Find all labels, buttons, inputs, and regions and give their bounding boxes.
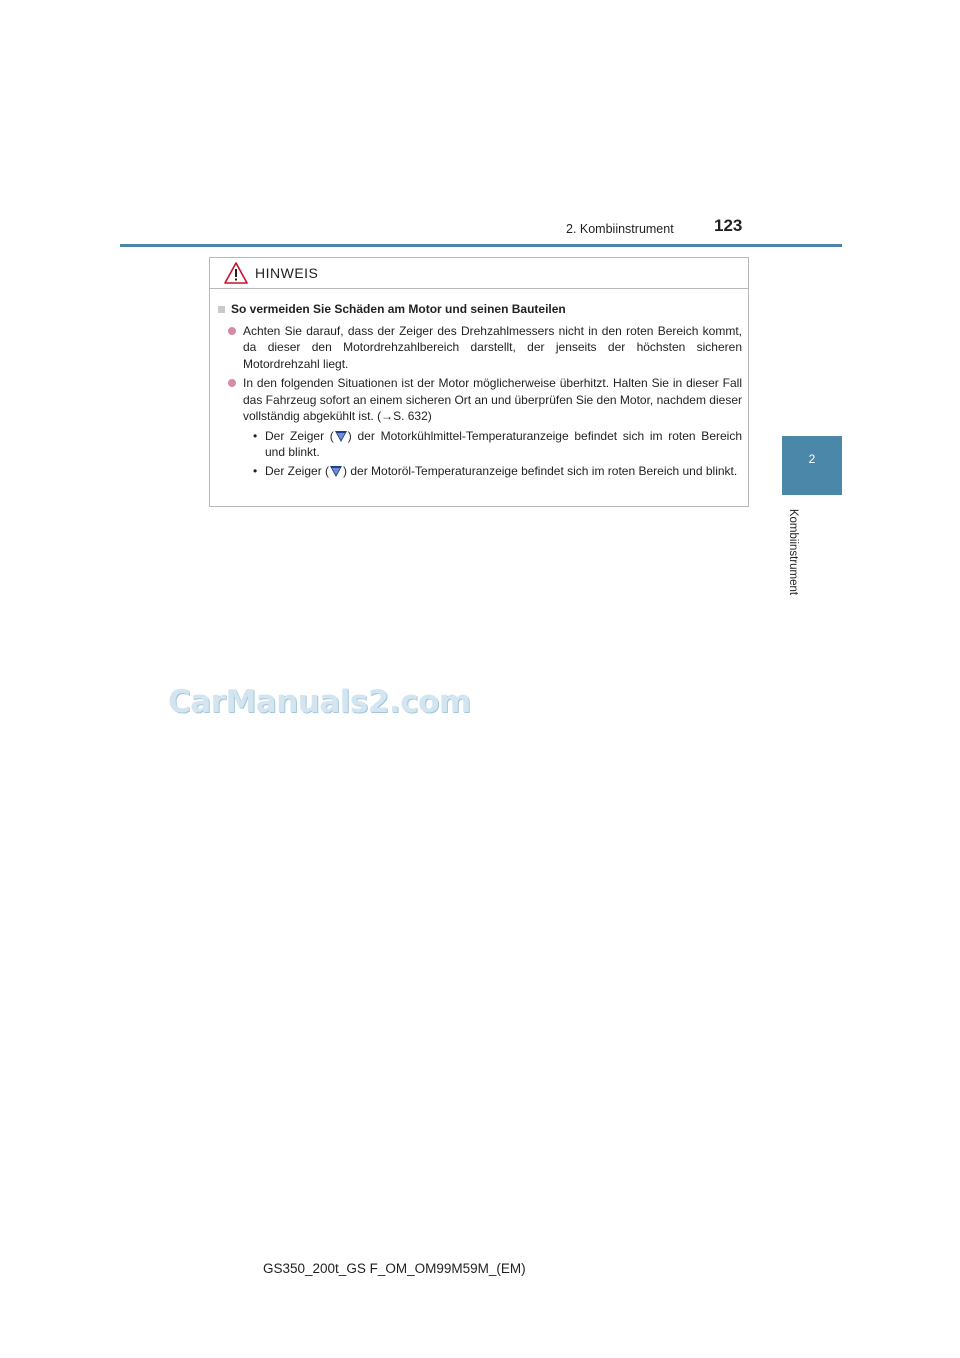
notice-title: HINWEIS: [255, 265, 319, 281]
page-number: 123: [714, 216, 743, 235]
list-item-text: Achten Sie darauf, dass der Zeiger des Drehzahlmessers nicht in den roten Bereich kommt, da dieser den Motordrehzahlbereich darstellt, der jenseits der höchsten sicheren Motordrehzahl liegt.: [243, 323, 742, 371]
sub-text-before: Der Zeiger (: [265, 428, 334, 443]
square-bullet-icon: [218, 306, 225, 313]
footer-code: GS350_200t_GS F_OM_OM99M59M_(EM): [263, 1261, 526, 1276]
notice-section-title: [218, 301, 742, 318]
sub-bullet: •: [253, 463, 258, 478]
sub-text-after: ) der Motorkühlmittel-Temperaturanzeige befindet sich im roten Bereich und blinkt.: [265, 428, 742, 459]
sub-bullet: •: [253, 428, 258, 443]
gauge-needle-icon: [329, 464, 343, 478]
sub-text-before: Der Zeiger (: [265, 463, 330, 478]
sub-list-item-text: [265, 428, 742, 461]
notice-section-title-text: So vermeiden Sie Schäden am Motor und seinen Bauteilen: [231, 302, 566, 316]
page-header: [0, 0, 960, 250]
sub-text-after: ) der Motoröl-Temperaturanzeige befindet sich im roten Bereich und blinkt.: [343, 463, 738, 478]
section-title: 2. Kombiinstrument: [566, 222, 674, 236]
list-item: [228, 375, 742, 425]
gauge-needle-icon: [334, 429, 348, 443]
chapter-tab: [782, 436, 842, 495]
chapter-label: Kombiinstrument: [787, 508, 799, 596]
warning-triangle-icon: [224, 262, 248, 284]
notice-header: [210, 258, 748, 289]
list-item-text: In den folgenden Situationen ist der Motor möglicherweise überhitzt. Halten Sie in dieser Fall das Fahrzeug sofort an einem sicheren Ort an und überprüfen Sie den Motor, nachdem dieser vollständig abgekühlt ist. (→S. 632): [243, 376, 742, 423]
notice-body: [210, 289, 748, 479]
dot-bullet-icon: [228, 327, 236, 335]
chapter-number: 2: [808, 452, 816, 466]
sub-list-item-text: [265, 463, 742, 480]
dot-bullet-icon: [228, 379, 236, 387]
notice-box: [209, 257, 749, 507]
sub-list-item: [253, 463, 742, 480]
header-rule: [120, 244, 842, 247]
sub-list-item: [253, 428, 742, 461]
watermark: CarManuals2.com: [168, 684, 471, 720]
list-item: [228, 323, 742, 373]
